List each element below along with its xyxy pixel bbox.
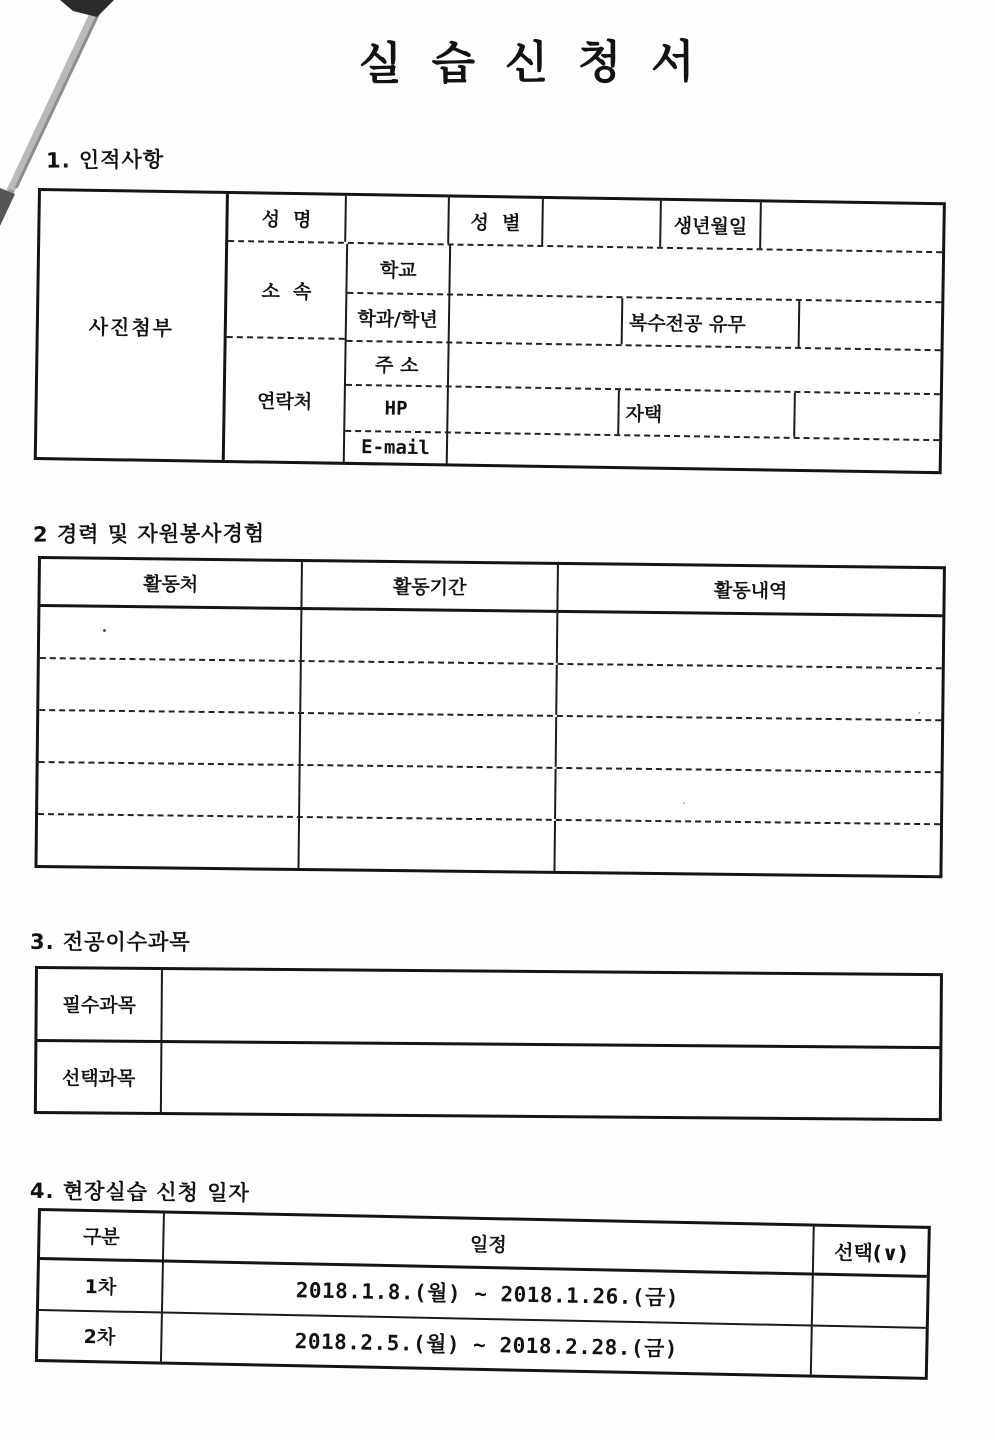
home-phone-label: 자택 — [619, 390, 796, 437]
hp-label: HP — [345, 386, 449, 432]
activity-detail-header: 활동내역 — [713, 579, 788, 603]
scan-speck — [918, 712, 920, 714]
hp-value-cell — [448, 387, 620, 434]
personal-info-table — [34, 188, 946, 474]
experience-cell — [557, 665, 942, 719]
double-major-label: 복수전공 유무 — [623, 298, 801, 347]
name-label: 성 명 — [228, 194, 347, 242]
scan-speck — [683, 802, 685, 804]
experience-cell — [557, 717, 942, 771]
select-header: 선택(∨) — [833, 1239, 908, 1265]
address-label: 주 소 — [346, 342, 450, 386]
round-1-label: 1차 — [39, 1260, 164, 1311]
experience-cell — [558, 613, 943, 667]
school-value-cell — [450, 245, 942, 301]
experience-cell — [302, 610, 559, 663]
email-value-cell — [448, 433, 939, 471]
round-2-label: 2차 — [38, 1311, 163, 1362]
experience-cell — [555, 821, 940, 875]
elective-courses-row — [37, 1039, 940, 1119]
required-courses-label: 필수과목 — [37, 969, 163, 1039]
section-1-heading: 1. 인적사항 — [45, 147, 165, 173]
schedule-table — [35, 1208, 931, 1380]
name-value-cell — [346, 196, 450, 244]
home-phone-value-cell — [795, 393, 940, 439]
section-4-heading: 4. 현장실습 신청 일자 — [29, 1178, 250, 1206]
scan-speck — [103, 629, 106, 632]
dept-year-value-cell — [450, 295, 624, 344]
experience-cell — [300, 766, 557, 819]
experience-cell — [40, 607, 303, 660]
round-2-period: 2018.2.5.(월) ~ 2018.2.28.(금) — [162, 1313, 813, 1375]
experience-cell — [301, 662, 558, 715]
experience-cell — [301, 714, 558, 767]
experience-cell — [39, 659, 302, 712]
round-header: 구분 — [40, 1211, 165, 1259]
affiliation-label: 소 속 — [261, 280, 312, 303]
experience-empty-row — [37, 813, 940, 875]
birthdate-value-cell — [761, 202, 943, 251]
contact-label: 연락처 — [225, 336, 345, 462]
form-title: 실 습 신 청 서 — [358, 34, 702, 91]
required-courses-value-cell — [162, 970, 940, 1046]
double-major-value-cell — [800, 301, 942, 349]
section-2-heading: 2 경력 및 자원봉사경험 — [32, 521, 266, 547]
experience-cell — [39, 711, 302, 764]
birthdate-label: 생년월일 — [661, 201, 762, 249]
personal-info-grid — [225, 194, 943, 471]
experience-table — [34, 556, 945, 878]
dept-year-label: 학과/학년 — [347, 294, 451, 342]
activity-place-header: 활동처 — [40, 559, 302, 607]
gender-label: 성 별 — [449, 197, 544, 244]
courses-table — [34, 966, 943, 1121]
round-2-select-cell — [812, 1326, 926, 1377]
experience-cell — [38, 763, 301, 816]
experience-cell — [556, 769, 941, 823]
activity-period-header: 활동기간 — [302, 562, 558, 610]
period-header: 일정 — [164, 1214, 815, 1273]
elective-courses-value-cell — [162, 1043, 940, 1119]
experience-cell — [37, 815, 300, 868]
elective-courses-label: 선택과목 — [37, 1042, 163, 1112]
email-label: E-mail — [345, 432, 448, 464]
experience-cell — [299, 818, 556, 871]
gender-value-cell — [543, 199, 662, 247]
group-label-column — [225, 242, 348, 462]
round-1-period: 2018.1.8.(월) ~ 2018.1.26.(금) — [163, 1263, 814, 1325]
round-1-select-cell — [813, 1276, 927, 1327]
photo-attach-cell: 사진첨부 — [37, 191, 229, 460]
section-3-heading: 3. 전공이수과목 — [30, 930, 191, 954]
school-label: 학교 — [347, 244, 451, 294]
required-courses-row — [37, 969, 940, 1046]
